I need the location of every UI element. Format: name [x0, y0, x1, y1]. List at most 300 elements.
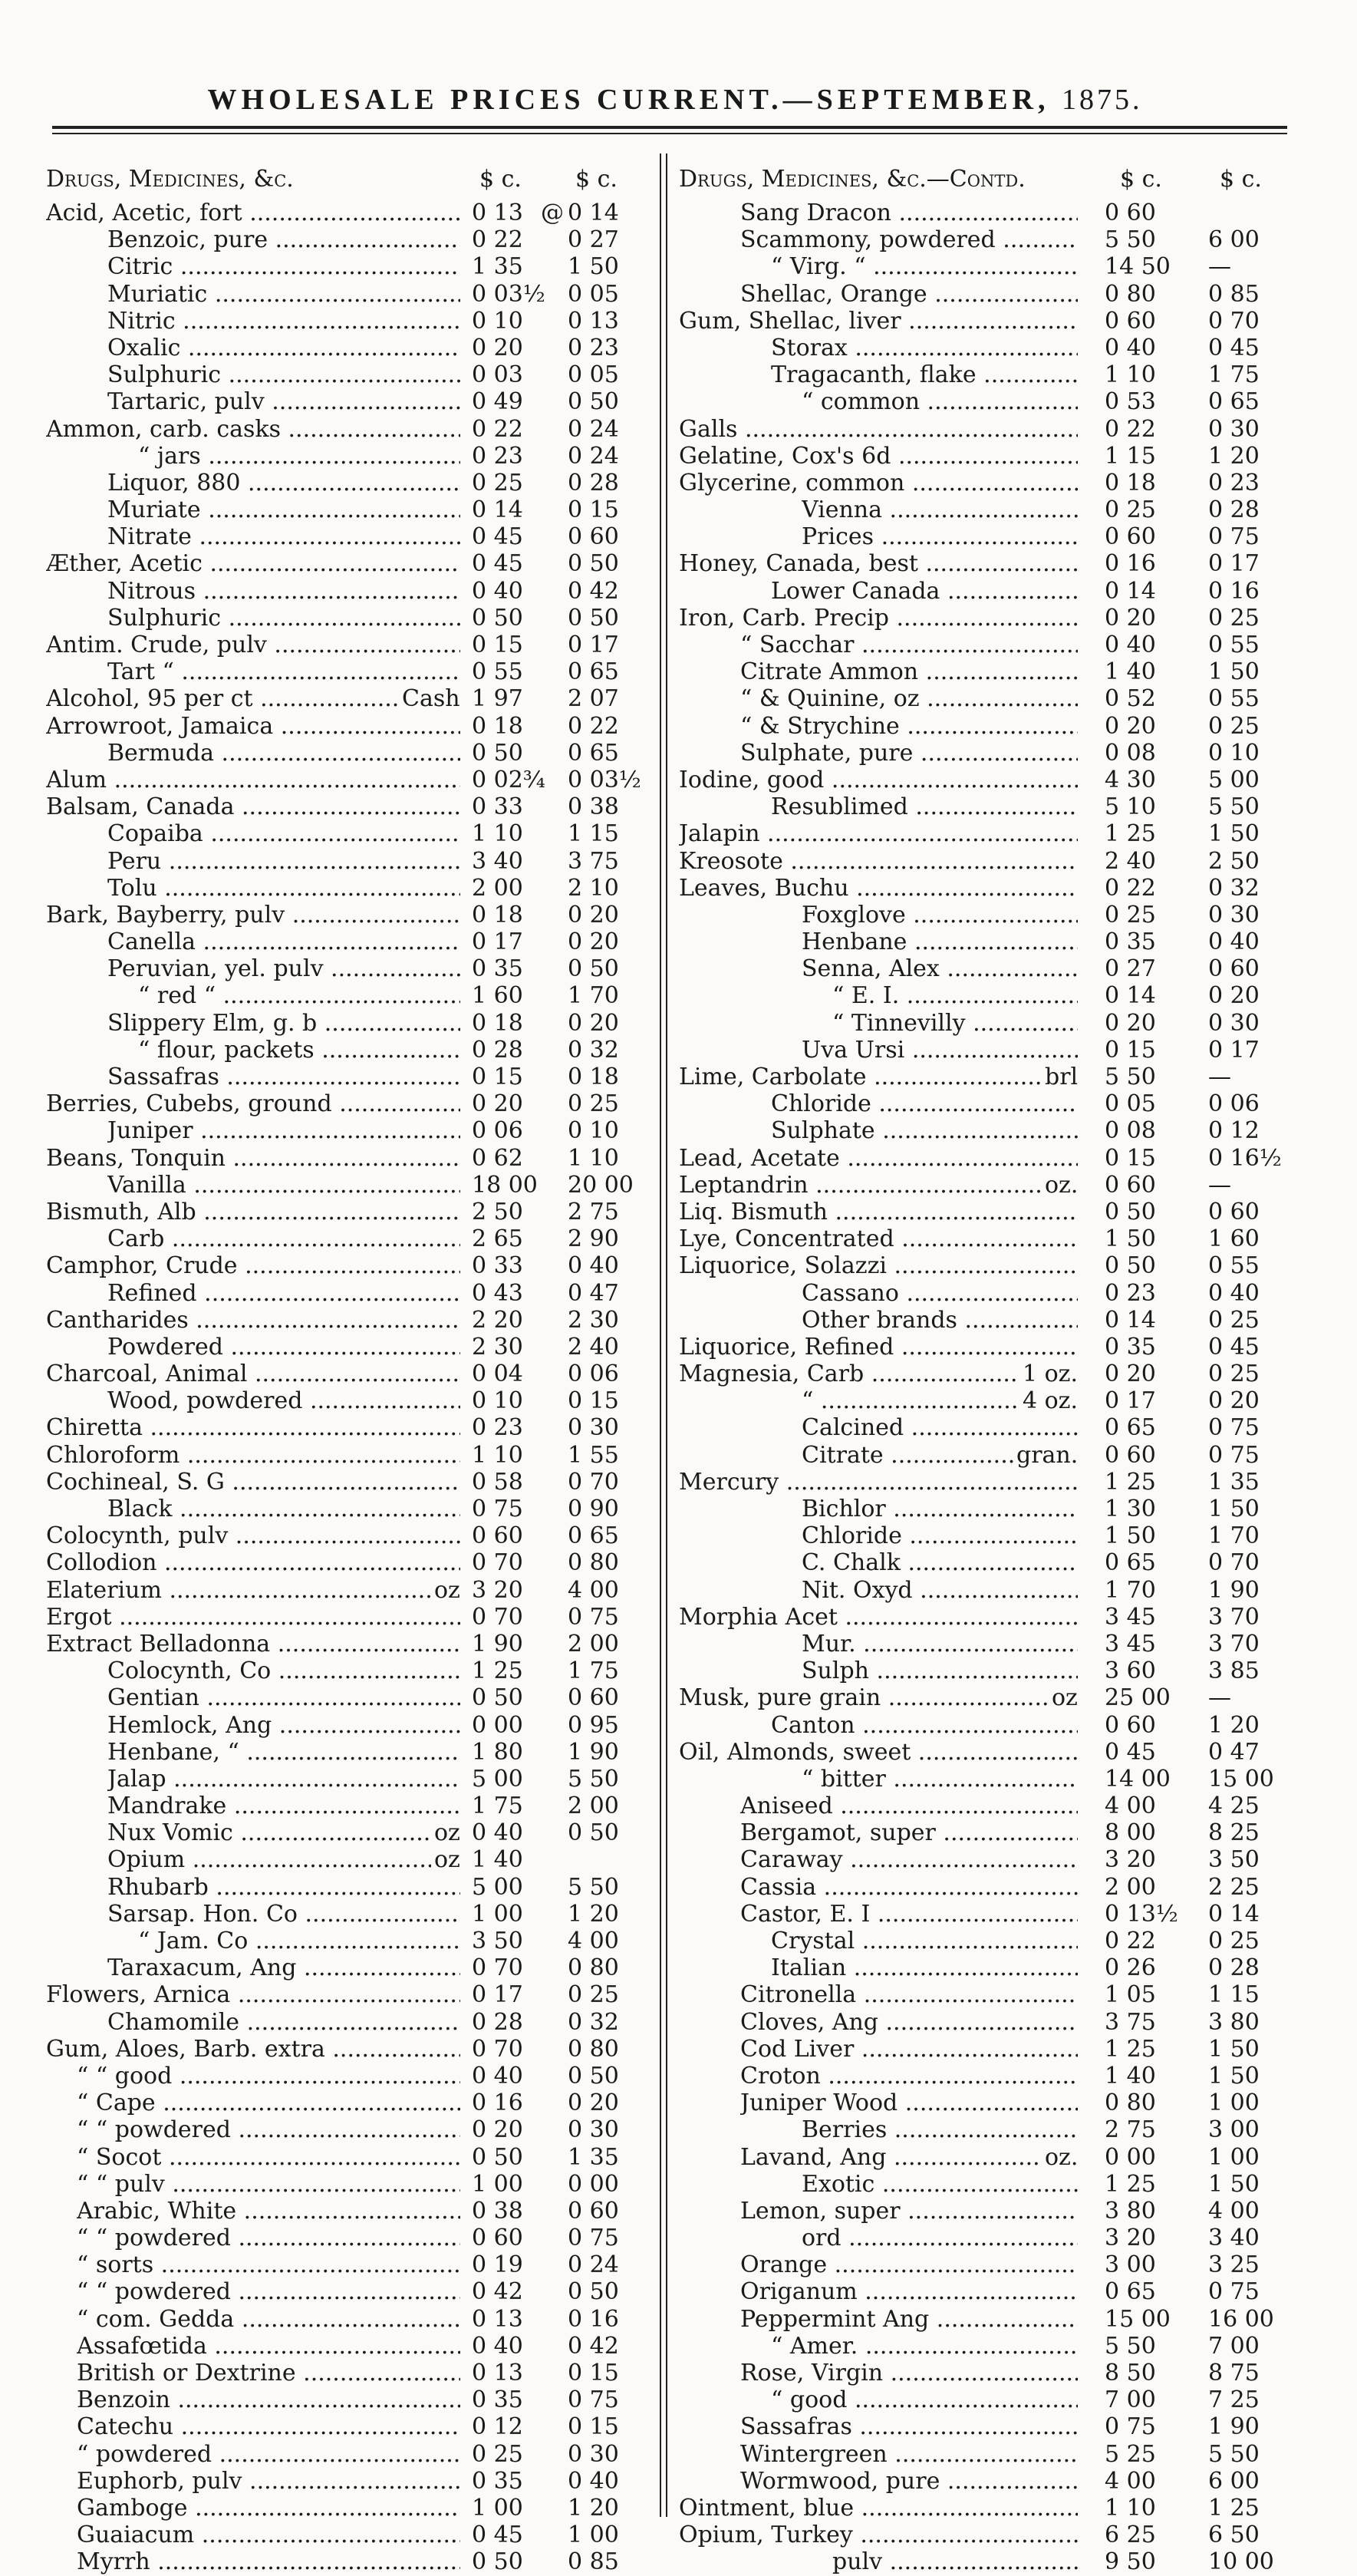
price-low: 1 50	[1105, 1225, 1156, 1253]
item-name: “ Tinnevilly .....	[832, 1010, 1078, 1037]
price-row	[679, 1280, 1308, 1307]
price-row	[679, 1117, 1308, 1144]
price-low: 1 10	[1105, 2494, 1156, 2522]
price-row	[679, 2116, 1308, 2143]
price-high: 0 85	[1208, 280, 1260, 308]
price-high: 2 30	[568, 1306, 619, 1334]
price-high: 1 50	[1208, 2170, 1260, 2198]
item-name: British or Dextrine .....	[77, 2360, 460, 2386]
price-row	[679, 1981, 1308, 2008]
price-row	[46, 2251, 660, 2278]
price-row	[679, 1522, 1308, 1549]
price-high: 8 75	[1208, 2360, 1260, 2386]
item-name: Peruvian, yel. pulv .....	[107, 955, 460, 982]
price-low: 5 50	[1105, 1064, 1156, 1090]
price-row	[679, 632, 1308, 658]
price-high: 0 23	[1208, 469, 1260, 496]
price-row	[46, 1819, 660, 1846]
price-row	[46, 281, 660, 308]
price-row	[46, 2386, 660, 2413]
item-name: Æther, Acetic .....	[46, 550, 460, 577]
price-row	[46, 496, 660, 523]
price-low: 2 75	[1105, 2116, 1156, 2144]
item-name: Sulphuric .....	[107, 605, 460, 632]
price-row	[679, 1604, 1308, 1631]
price-row	[46, 955, 660, 982]
price-row	[46, 1414, 660, 1441]
column-heading: Drugs, Medicines, &c.—Contd.	[679, 166, 1026, 193]
price-high: 0 30	[1208, 901, 1260, 928]
price-low: 0 80	[1105, 2089, 1156, 2117]
item-name: Myrrh .....	[77, 2548, 460, 2575]
price-row	[679, 2198, 1308, 2225]
price-low: 0 15	[472, 632, 523, 658]
price-row	[46, 848, 660, 875]
price-high: 0 38	[568, 793, 619, 821]
price-high: 2 00	[568, 1793, 619, 1820]
price-row	[46, 1090, 660, 1117]
price-row	[46, 1252, 660, 1279]
price-low: 0 00	[472, 1711, 523, 1739]
item-name: Crystal .....	[771, 1928, 1078, 1954]
price-low: 1 60	[472, 982, 523, 1010]
price-high: 1 00	[1208, 2089, 1260, 2117]
price-low: 2 30	[472, 1333, 523, 1361]
price-row	[679, 1928, 1308, 1954]
price-row	[46, 1954, 660, 1981]
price-low: 0 20	[1105, 1009, 1156, 1037]
price-row	[679, 388, 1308, 415]
price-high: 0 60	[1208, 1198, 1260, 1225]
price-row	[679, 2306, 1308, 2333]
price-low: 0 75	[472, 1496, 523, 1522]
item-name: Ergot .....	[46, 1604, 460, 1631]
price-row	[46, 416, 660, 443]
price-row	[679, 1819, 1308, 1846]
price-high: 0 28	[1208, 496, 1260, 524]
price-low: 0 23	[472, 1414, 523, 1442]
item-name: Slippery Elm, g. b .....	[107, 1010, 460, 1037]
price-low: 0 03	[472, 361, 523, 389]
price-high: 1 20	[1208, 442, 1260, 470]
price-low: 0 70	[472, 1549, 523, 1577]
item-name: Liquorice, Solazzi .....	[679, 1252, 1078, 1279]
item-name: Opium .....	[107, 1846, 460, 1873]
price-row	[679, 281, 1308, 308]
price-high: 2 00	[568, 1630, 619, 1657]
unit-label: oz.	[1042, 1172, 1078, 1199]
price-high: 0 30	[568, 2116, 619, 2144]
item-name: Citrate .....	[802, 1442, 1078, 1469]
price-high: 1 50	[1208, 1496, 1260, 1522]
price-row	[46, 2225, 660, 2251]
price-low: 0 25	[472, 469, 523, 496]
price-high: 0 18	[568, 1064, 619, 1090]
price-row	[46, 2413, 660, 2440]
price-high: 0 16½	[1208, 1144, 1282, 1172]
price-row	[46, 1496, 660, 1522]
price-low: 1 00	[472, 2170, 523, 2198]
dollar-cents-label: $ c.	[479, 166, 522, 193]
price-low: 0 45	[1105, 1738, 1156, 1766]
price-row	[679, 902, 1308, 928]
price-low: 0 28	[472, 1036, 523, 1064]
price-high: 1 35	[568, 2143, 619, 2171]
price-row	[46, 1981, 660, 2008]
item-name: Henbane .....	[802, 928, 1078, 955]
price-row	[46, 2548, 660, 2575]
item-name: Nitric .....	[107, 308, 460, 335]
price-row	[46, 658, 660, 685]
price-low: 0 50	[472, 2548, 523, 2576]
item-name: Italian .....	[771, 1954, 1078, 1981]
item-name: “ good .....	[771, 2386, 1078, 2413]
price-low: 0 18	[472, 712, 523, 740]
price-high: 0 85	[568, 2548, 619, 2576]
item-name: Leptandrin .....	[679, 1172, 1078, 1199]
price-high: 0 00	[568, 2170, 619, 2198]
price-high: 1 50	[1208, 2062, 1260, 2089]
price-low: 5 10	[1105, 793, 1156, 821]
price-low: 0 45	[472, 550, 523, 578]
price-row	[46, 982, 660, 1009]
price-row	[679, 1766, 1308, 1793]
price-row	[46, 2441, 660, 2468]
unit-label: oz	[431, 1577, 460, 1604]
price-high: 5 50	[1208, 793, 1260, 821]
item-name: Juniper .....	[107, 1117, 460, 1144]
price-high: 0 80	[568, 1549, 619, 1577]
item-name: Tragacanth, flake .....	[771, 361, 1078, 388]
price-high: 2 25	[1208, 1873, 1260, 1901]
item-name: Croton .....	[740, 2063, 1078, 2089]
price-low: 2 65	[472, 1225, 523, 1253]
price-high: 2 10	[568, 874, 619, 902]
price-row	[46, 1739, 660, 1766]
price-low: 0 65	[1105, 1549, 1156, 1577]
price-high: —	[1208, 253, 1231, 281]
unit-label: gran.	[1013, 1442, 1078, 1469]
price-high: 6 00	[1208, 226, 1260, 254]
price-low: 3 00	[1105, 2251, 1156, 2279]
price-row	[46, 632, 660, 658]
price-low: 0 80	[1105, 280, 1156, 308]
price-high: 10 00	[1208, 2548, 1274, 2576]
item-name: pulv .....	[832, 2548, 1078, 2575]
price-high: 0 65	[568, 1522, 619, 1550]
dollar-cents-label: $ c.	[1220, 166, 1262, 193]
item-name: Uva Ursi .....	[802, 1037, 1078, 1064]
item-name: Assafœtida .....	[77, 2333, 460, 2360]
price-row	[46, 1334, 660, 1361]
price-low: 0 33	[472, 793, 523, 821]
price-high: 1 75	[1208, 361, 1260, 389]
item-name: Elaterium .....	[46, 1577, 460, 1604]
price-row	[46, 1225, 660, 1252]
item-name: Chamomile .....	[107, 2009, 460, 2036]
price-row	[679, 578, 1308, 605]
item-name: Bark, Bayberry, pulv .....	[46, 902, 460, 928]
item-name: Alcohol, 95 per ct .....	[46, 685, 460, 712]
item-name: Colocynth, pulv .....	[46, 1522, 460, 1549]
price-low: 0 06	[472, 1117, 523, 1145]
unit-label: oz	[1049, 1684, 1078, 1711]
price-low: 0 33	[472, 1252, 523, 1280]
price-low: 0 60	[1105, 1171, 1156, 1199]
price-high: 0 15	[568, 2360, 619, 2386]
item-name: Colocynth, Co .....	[107, 1657, 460, 1684]
item-name: “ “ powdered .....	[77, 2116, 460, 2143]
price-low: 1 80	[472, 1738, 523, 1766]
price-high: 1 35	[1208, 1468, 1260, 1496]
price-row	[679, 1549, 1308, 1576]
item-name: “ sorts .....	[77, 2251, 460, 2278]
price-high: 1 20	[568, 2494, 619, 2522]
item-name: Prices .....	[802, 523, 1078, 550]
price-row	[679, 1145, 1308, 1172]
price-low: 0 58	[472, 1468, 523, 1496]
price-low: 5 00	[472, 1765, 523, 1793]
price-low: 0 35	[1105, 928, 1156, 956]
price-low: 8 00	[1105, 1819, 1156, 1847]
price-row	[679, 1657, 1308, 1684]
price-row	[679, 605, 1308, 632]
price-low: 0 14	[472, 496, 523, 524]
page-header	[46, 83, 1304, 117]
price-high: 0 50	[568, 1819, 619, 1847]
price-high: 0 75	[568, 1603, 619, 1631]
price-row	[46, 1199, 660, 1225]
item-name: Nit. Oxyd .....	[802, 1577, 1078, 1604]
price-high: —	[1208, 1684, 1231, 1712]
price-high: 0 90	[568, 1496, 619, 1522]
price-row	[46, 1361, 660, 1387]
item-name: Gentian .....	[107, 1684, 460, 1711]
price-high: 0 70	[568, 1468, 619, 1496]
price-high: 0 27	[568, 226, 619, 254]
price-high: 0 50	[568, 2062, 619, 2089]
price-low: 1 10	[1105, 361, 1156, 389]
price-row	[679, 2225, 1308, 2251]
price-low: 5 25	[1105, 2440, 1156, 2468]
price-low: 5 50	[1105, 2332, 1156, 2360]
item-name: Vienna .....	[802, 496, 1078, 523]
price-low: 0 40	[1105, 632, 1156, 658]
item-name: “ Jam. Co .....	[138, 1928, 460, 1954]
item-name: Chloride .....	[771, 1090, 1078, 1117]
price-high: 1 90	[1208, 1576, 1260, 1604]
price-row	[679, 253, 1308, 280]
price-high: 0 13	[568, 307, 619, 335]
item-name: Cochineal, S. G .....	[46, 1469, 460, 1496]
price-low: 0 35	[472, 2467, 523, 2495]
price-low: 3 40	[472, 847, 523, 875]
item-name: “ com. Gedda .....	[77, 2306, 460, 2333]
price-high: 0 30	[568, 1414, 619, 1442]
price-high: 0 65	[568, 658, 619, 686]
price-high: 1 90	[1208, 2413, 1260, 2441]
price-high: 0 40	[1208, 928, 1260, 956]
item-name: Rose, Virgin .....	[740, 2360, 1078, 2386]
price-high: 1 20	[1208, 1711, 1260, 1739]
price-row	[679, 2278, 1308, 2305]
price-high: 0 75	[568, 2386, 619, 2414]
column-divider	[660, 153, 661, 2517]
price-high: 0 16	[568, 2305, 619, 2333]
price-row	[679, 308, 1308, 335]
item-name: Beans, Tonquin .....	[46, 1145, 460, 1172]
price-high: 0 32	[1208, 874, 1260, 902]
price-row	[46, 2036, 660, 2063]
price-row	[679, 685, 1308, 712]
price-high: 0 55	[1208, 685, 1260, 713]
price-low: 0 25	[472, 2440, 523, 2468]
price-low: 0 70	[472, 1603, 523, 1631]
dollar-cents-label: $ c.	[575, 166, 618, 193]
item-name: Charcoal, Animal .....	[46, 1361, 460, 1387]
price-low: 14 00	[1105, 1765, 1171, 1793]
price-row	[679, 1307, 1308, 1334]
price-low: 2 00	[472, 874, 523, 902]
unit-label: Cash	[399, 685, 460, 712]
price-row	[46, 1522, 660, 1549]
price-low: 0 14	[1105, 1306, 1156, 1334]
price-low: 2 50	[472, 1198, 523, 1225]
item-name: Benzoin .....	[77, 2386, 460, 2413]
price-high: 0 50	[568, 388, 619, 416]
price-low: 3 75	[1105, 2008, 1156, 2036]
price-row	[46, 253, 660, 280]
price-row	[46, 1793, 660, 1819]
price-low: 0 13	[472, 2305, 523, 2333]
price-low: 0 13	[472, 200, 523, 226]
price-high: 0 20	[1208, 1387, 1260, 1415]
price-low: 0 08	[1105, 1117, 1156, 1145]
price-high: 0 32	[568, 2008, 619, 2036]
price-high: 0 40	[568, 1252, 619, 1280]
price-high: 5 50	[568, 1873, 619, 1901]
price-high: 0 25	[1208, 1361, 1260, 1388]
item-name: Leaves, Buchu .....	[679, 875, 1078, 902]
price-high: 0 50	[568, 2278, 619, 2306]
price-high: 0 40	[568, 2467, 619, 2495]
price-high: 1 10	[568, 1144, 619, 1172]
item-name: “ Virg. “ .....	[771, 253, 1078, 280]
item-name: Origanum .....	[740, 2278, 1078, 2305]
price-row	[46, 2009, 660, 2036]
item-name: “ “ powdered .....	[77, 2225, 460, 2251]
price-row	[679, 443, 1308, 470]
unit-label: 4 oz.	[1019, 1387, 1078, 1414]
price-row	[46, 1172, 660, 1199]
item-name: Canton .....	[771, 1712, 1078, 1739]
price-high: 0 10	[568, 1117, 619, 1145]
price-low: 0 50	[1105, 1252, 1156, 1280]
price-high: 15 00	[1208, 1765, 1274, 1793]
price-low: 0 50	[472, 604, 523, 632]
price-row	[46, 1901, 660, 1928]
item-name: “ “ pulv .....	[77, 2171, 460, 2198]
price-low: 0 62	[472, 1144, 523, 1172]
price-high: 0 75	[1208, 523, 1260, 551]
price-high: 3 70	[1208, 1603, 1260, 1631]
column-header	[679, 153, 1308, 200]
price-low: 0 40	[472, 2062, 523, 2089]
price-row	[679, 470, 1308, 496]
item-name: Sulphate .....	[771, 1117, 1078, 1144]
price-row	[679, 2333, 1308, 2360]
item-name: Foxglove .....	[802, 902, 1078, 928]
price-low: 3 20	[1105, 1846, 1156, 1874]
item-name: Antim. Crude, pulv .....	[46, 632, 460, 658]
price-high: 3 00	[1208, 2116, 1260, 2144]
price-row	[679, 713, 1308, 740]
price-low: 0 42	[472, 2278, 523, 2306]
price-high: 0 70	[1208, 307, 1260, 335]
item-name: Exotic .....	[802, 2171, 1078, 2198]
item-name: Henbane, “ .....	[107, 1739, 460, 1766]
item-name: Iodine, good .....	[679, 767, 1078, 793]
price-row	[679, 1442, 1308, 1469]
price-row	[679, 2036, 1308, 2063]
item-name: Extract Belladonna .....	[46, 1631, 460, 1657]
item-name: Arabic, White .....	[77, 2198, 460, 2225]
price-high: 2 40	[568, 1333, 619, 1361]
price-high: 3 70	[1208, 1630, 1260, 1657]
item-name: ord .....	[802, 2225, 1078, 2251]
price-low: 0 20	[1105, 604, 1156, 632]
price-high: 4 00	[568, 1928, 619, 1954]
price-row	[46, 1307, 660, 1334]
price-high: —	[1208, 1064, 1231, 1090]
price-high: 0 60	[568, 1684, 619, 1712]
price-high: 0 50	[568, 604, 619, 632]
price-row	[679, 2413, 1308, 2440]
price-column-right	[679, 153, 1308, 2576]
item-name: Copaiba .....	[107, 820, 460, 847]
price-low: 1 10	[472, 1441, 523, 1469]
price-high: 0 20	[568, 2089, 619, 2117]
item-name: Collodion .....	[46, 1549, 460, 1576]
item-name: Tolu .....	[107, 875, 460, 902]
price-high: 0 25	[1208, 1928, 1260, 1954]
item-name: Sassafras .....	[107, 1064, 460, 1090]
item-name: Gum, Shellac, liver .....	[679, 308, 1078, 335]
item-name: Sarsap. Hon. Co .....	[107, 1901, 460, 1928]
price-high: 0 23	[568, 334, 619, 361]
price-row	[46, 605, 660, 632]
item-name: Wood, powdered .....	[107, 1387, 460, 1414]
price-low: 0 49	[472, 388, 523, 416]
price-high: 0 60	[568, 523, 619, 551]
price-high: 0 42	[568, 577, 619, 605]
item-name: Mandrake .....	[107, 1793, 460, 1819]
price-low: 0 40	[472, 1819, 523, 1847]
price-high: 1 00	[568, 2522, 619, 2549]
price-row	[46, 902, 660, 928]
price-high: 0 60	[568, 2197, 619, 2225]
price-row	[46, 2360, 660, 2386]
price-low: 0 26	[1105, 1954, 1156, 1982]
price-high: 0 24	[568, 415, 619, 443]
header-rule-thick	[52, 126, 1287, 129]
price-low: 0 60	[1105, 200, 1156, 226]
price-row	[679, 1090, 1308, 1117]
price-high: 5 50	[568, 1765, 619, 1793]
price-low: 0 15	[1105, 1144, 1156, 1172]
price-high: 0 40	[1208, 1279, 1260, 1307]
price-row	[46, 1684, 660, 1711]
